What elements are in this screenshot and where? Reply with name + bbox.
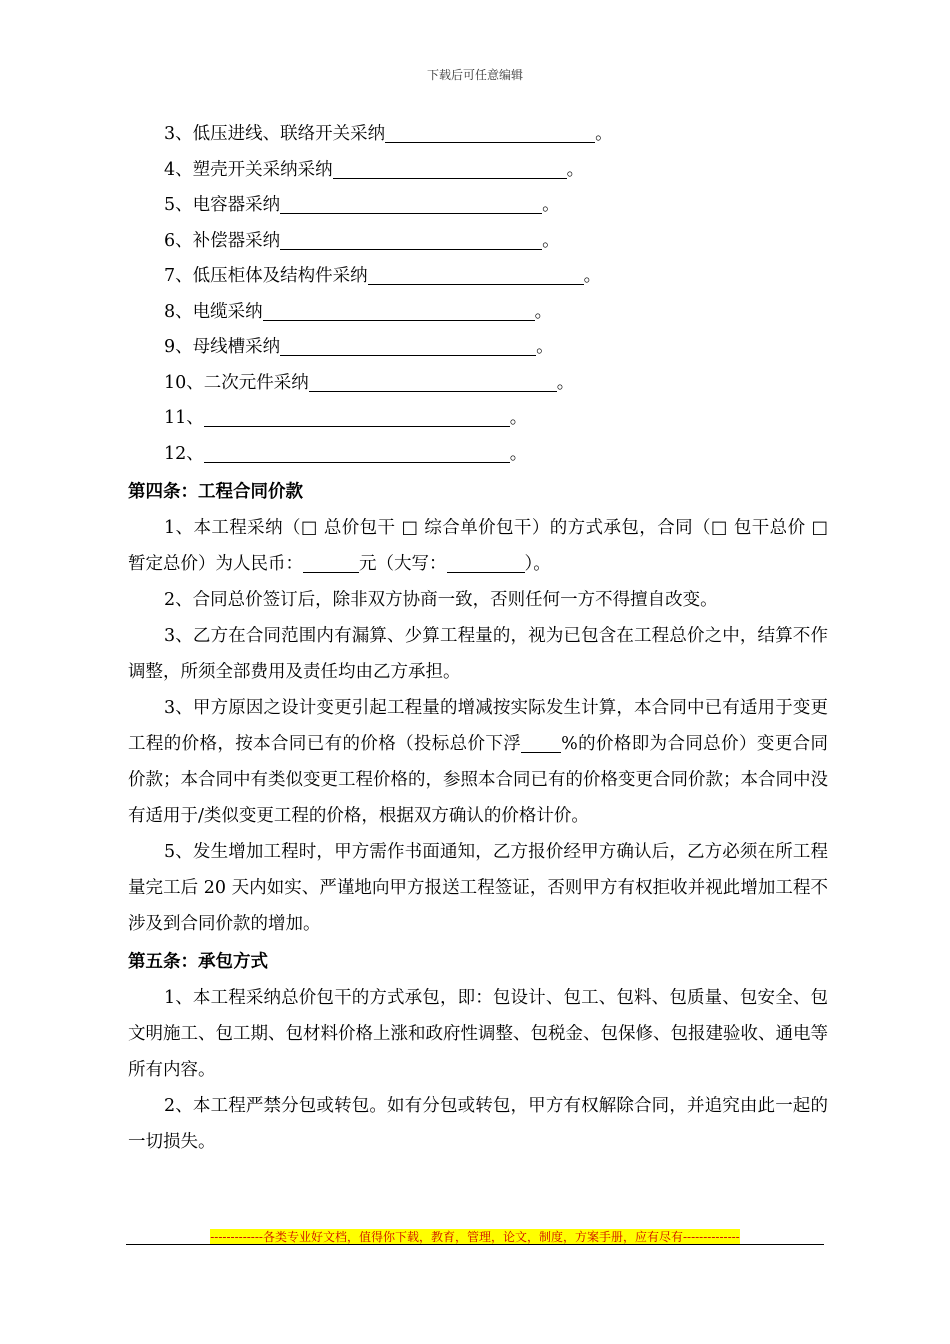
paragraph: 3、甲方原因之设计变更引起工程量的增减按实际发生计算，本合同中已有适用于变更工程的价格，按本合同已有的价格（投标总价下浮 %的价格即为合同总价）变更合同价款；本合同中有类似变更工程价格的，参照本合同已有的价格变更合同价款；本合同中没有适用于/类似变更工程的价格，根据双方确认的价格计价。	[128, 698, 828, 826]
fill-blank	[309, 369, 557, 392]
fill-blank	[204, 404, 510, 427]
fill-blank	[368, 262, 584, 285]
list-item: 9、母线槽采纳 。	[128, 330, 828, 366]
footer-divider	[126, 1244, 824, 1245]
fill-blank	[385, 120, 595, 143]
list-item: 10、二次元件采纳 。	[128, 366, 828, 402]
list-item: 7、低压柜体及结构件采纳 。	[128, 259, 828, 295]
list-item: 12、 。	[128, 437, 828, 473]
paragraph: 3、乙方在合同范围内有漏算、少算工程量的，视为已包含在工程总价之中，结算不作调整，所须全部费用及责任均由乙方承担。	[128, 626, 828, 682]
list-item: 5、电容器采纳 。	[128, 188, 828, 224]
fill-blank	[280, 333, 536, 356]
list-item: 6、补偿器采纳 。	[128, 224, 828, 260]
footer-banner: -------------各类专业好文档，值得你下载，教育，管理，论文，制度，方案手册，应有尽有--------------	[210, 1230, 740, 1244]
paragraph: 1、本工程采纳（□ 总价包干 □ 综合单价包干）的方式承包，合同（□ 包干总价 □ 暂定总价）为人民币： 元（大写： ）。	[128, 518, 828, 574]
section-title: 第四条：工程合同价款	[128, 482, 303, 502]
fill-blank	[447, 550, 525, 573]
paragraph: 2、合同总价签订后，除非双方协商一致，否则任何一方不得擅自改变。	[164, 590, 718, 610]
paragraph: 1、本工程采纳总价包干的方式承包，即：包设计、包工、包料、包质量、包安全、包文明施工、包工期、包材料价格上涨和政府性调整、包税金、包保修、包报建验收、通电等所有内容。	[128, 988, 828, 1080]
fill-blank	[280, 191, 542, 214]
fill-blank	[263, 298, 535, 321]
paragraph: 2、本工程严禁分包或转包。如有分包或转包，甲方有权解除合同，并追究由此一起的一切损失。	[128, 1096, 828, 1152]
fill-blank	[204, 440, 510, 463]
list-item: 4、塑壳开关采纳采纳 。	[128, 153, 828, 189]
page-header: 下载后可任意编辑	[426, 68, 523, 82]
list-item: 3、低压进线、联络开关采纳 。	[128, 117, 828, 153]
fill-blank	[521, 730, 561, 753]
list-item: 8、电缆采纳 。	[128, 295, 828, 331]
paragraph: 5、发生增加工程时，甲方需作书面通知，乙方报价经甲方确认后，乙方必须在所工程量完工后 20 天内如实、严谨地向甲方报送工程签证，否则甲方有权拒收并视此增加工程不涉及到合同价款的增加。	[128, 842, 828, 934]
fill-blank	[280, 227, 542, 250]
fill-blank	[303, 550, 359, 573]
document-body	[128, 117, 828, 1160]
section-title: 第五条：承包方式	[128, 952, 268, 972]
fill-blank	[333, 156, 567, 179]
list-item: 11、 。	[128, 401, 828, 437]
